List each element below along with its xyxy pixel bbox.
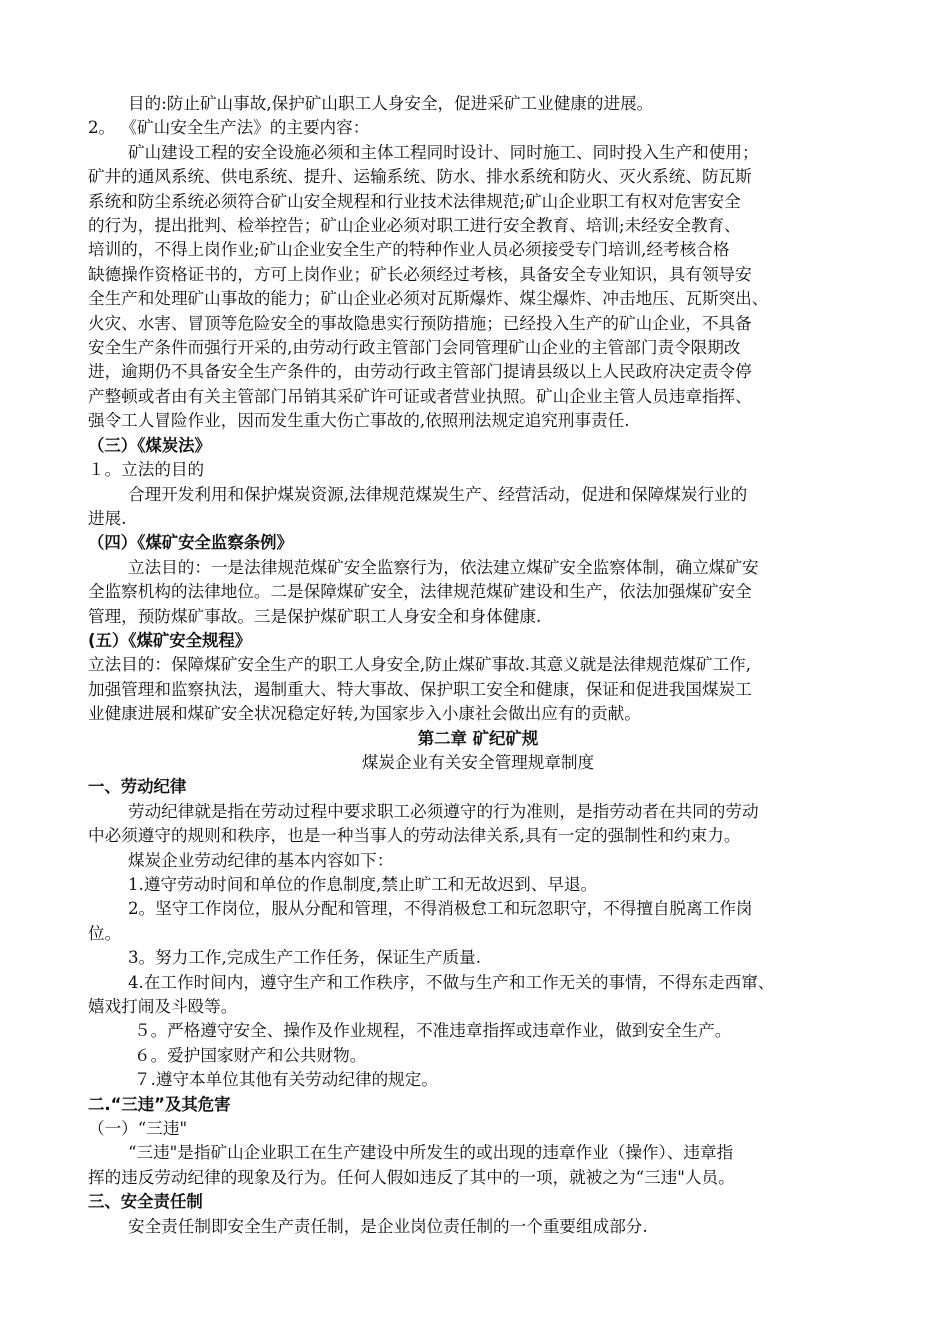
responsibility-heading: 三、安全责任制 bbox=[88, 1192, 203, 1212]
paragraph-line: 培训的，不得上岗作业;矿山企业安全生产的特种作业人员必须接受专门培训,经考核合格 bbox=[88, 240, 730, 260]
paragraph-line: 安全生产条件而强行开采的,由劳动行政主管部门会同管理矿山企业的主管部门责令限期改 bbox=[88, 338, 741, 358]
paragraph-line: 合理开发利用和保护煤炭资源,法律规范煤炭生产、经营活动，促进和保障煤炭行业的 bbox=[128, 484, 748, 504]
paragraph-line: 矿山建设工程的安全设施必须和主体工程同时设计、同时施工、同时投入生产和使用； bbox=[128, 142, 759, 162]
paragraph-line: 煤炭企业劳动纪律的基本内容如下： bbox=[128, 850, 394, 870]
paragraph-line: 缺德操作资格证书的，方可上岗作业；矿长必须经过考核，具备安全专业知识，具有领导安 bbox=[88, 264, 752, 284]
paragraph-line: 全生产和处理矿山事故的能力；矿山企业必须对瓦斯爆炸、煤尘爆炸、冲击地压、瓦斯突出、 bbox=[88, 289, 769, 309]
coal-law-subheading: １。立法的目的 bbox=[88, 460, 205, 480]
coal-law-heading: （三）《煤炭法》 bbox=[88, 435, 211, 455]
safety-rules-heading: (五）《煤矿安全规程》 bbox=[88, 630, 252, 650]
list-item: 2。坚守工作岗位，服从分配和管理，不得消极怠工和玩忽职守，不得擅自脱离工作岗 bbox=[128, 899, 753, 919]
paragraph-line: 全监察机构的法律地位。二是保障煤矿安全，法律规范煤矿建设和生产，依法加强煤矿安全 bbox=[88, 582, 752, 602]
three-violations-subheading: （一）“三违" bbox=[88, 1119, 188, 1139]
list-item: 4.在工作时间内，遵守生产和工作秩序，不做与生产和工作无关的事情，不得东走西窜、 bbox=[128, 972, 775, 992]
paragraph-line: 火灾、水害、冒顶等危险安全的事故隐患实行预防措施；已经投入生产的矿山企业，不具备 bbox=[88, 313, 752, 333]
purpose-line: 目的:防止矿山事故,保护矿山职工人身安全，促进采矿工业健康的进展。 bbox=[128, 94, 654, 113]
list-item-continuation: 嬉戏打闹及斗殴等。 bbox=[88, 997, 238, 1017]
paragraph-line: 管理，预防煤矿事故。三是保护煤矿职工人身安全和身体健康. bbox=[88, 606, 542, 626]
chapter-subtitle: 煤炭企业有关安全管理规章制度 bbox=[361, 752, 595, 772]
paragraph-line: 中必须遵守的规则和秩序，也是一种当事人的劳动法律关系,具有一定的强制性和约束力。 bbox=[88, 826, 741, 846]
list-item: ６。爱护国家财产和公共财物。 bbox=[134, 1045, 367, 1065]
paragraph-line: 加强管理和监察执法，遏制重大、特大事故、保护职工安全和健康，保证和促进我国煤炭工 bbox=[88, 679, 752, 699]
paragraph-line: 挥的违反劳动纪律的现象及行为。任何人假如违反了其中的一项，就被之为“三违"人员。 bbox=[88, 1167, 735, 1187]
list-item-continuation: 位。 bbox=[88, 923, 122, 943]
paragraph-line: 劳动纪律就是指在劳动过程中要求职工必须遵守的行为准则，是指劳动者在共同的劳动 bbox=[128, 801, 759, 821]
list-item: 1.遵守劳动时间和单位的作息制度,禁止旷工和无故迟到、早退。 bbox=[128, 875, 598, 894]
paragraph-line: 立法目的：一是法律规范煤矿安全监察行为，依法建立煤矿安全监察体制，确立煤矿安 bbox=[128, 557, 759, 577]
paragraph-line: 矿井的通风系统、供电系统、提升、运输系统、防水、排水系统和防火、灭火系统、防瓦斯 bbox=[88, 167, 752, 187]
supervision-regulation-heading: （四）《煤矿安全监察条例》 bbox=[88, 533, 293, 553]
list-item: ５。严格遵守安全、操作及作业规程，不准违章指挥或违章作业，做到安全生产。 bbox=[134, 1021, 732, 1041]
paragraph-line: 安全责任制即安全生产责任制，是企业岗位责任制的一个重要组成部分. bbox=[128, 1216, 648, 1236]
document-page bbox=[88, 92, 868, 1239]
labor-discipline-heading: 一、劳动纪律 bbox=[88, 777, 187, 797]
paragraph-line: 立法目的：保障煤矿安全生产的职工人身安全,防止煤矿事故.其意义就是法律规范煤矿工作, bbox=[88, 655, 751, 675]
list-item: ７.遵守本单位其他有关劳动纪律的规定。 bbox=[134, 1070, 438, 1090]
paragraph-line: 强令工人冒险作业，因而发生重大伤亡事故的,依照刑法规定追究刑事责任. bbox=[88, 411, 630, 431]
paragraph-line: 进展. bbox=[88, 508, 127, 528]
three-violations-heading: 二.“三违”及其危害 bbox=[88, 1094, 231, 1114]
chapter-title: 第二章 矿纪矿规 bbox=[417, 728, 539, 748]
paragraph-line: 的行为，提出批判、检举控告；矿山企业必须对职工进行安全教育、培训;未经安全教育、 bbox=[88, 216, 741, 236]
paragraph-line: 业健康进展和煤矿安全状况稳定好转,为国家步入小康社会做出应有的贡献。 bbox=[88, 704, 641, 724]
list-item: 3。努力工作,完成生产工作任务，保证生产质量. bbox=[128, 948, 481, 968]
paragraph-line: 系统和防尘系统必须符合矿山安全规程和行业技术法律规范;矿山企业职工有权对危害安全 bbox=[88, 191, 741, 211]
paragraph-line: “三违"是指矿山企业职工在生产建设中所发生的或出现的违章作业（操作）、违章指 bbox=[128, 1143, 734, 1163]
paragraph-line: 产整顿或者由有关主管部门吊销其采矿许可证或者营业执照。矿山企业主管人员违章指挥、 bbox=[88, 386, 752, 406]
paragraph-line: 进，逾期仍不具备安全生产条件的，由劳动行政主管部门提请县级以上人民政府决定责令停 bbox=[88, 362, 752, 382]
section-2-heading: 2。 《矿山安全生产法》的主要内容： bbox=[88, 118, 370, 138]
